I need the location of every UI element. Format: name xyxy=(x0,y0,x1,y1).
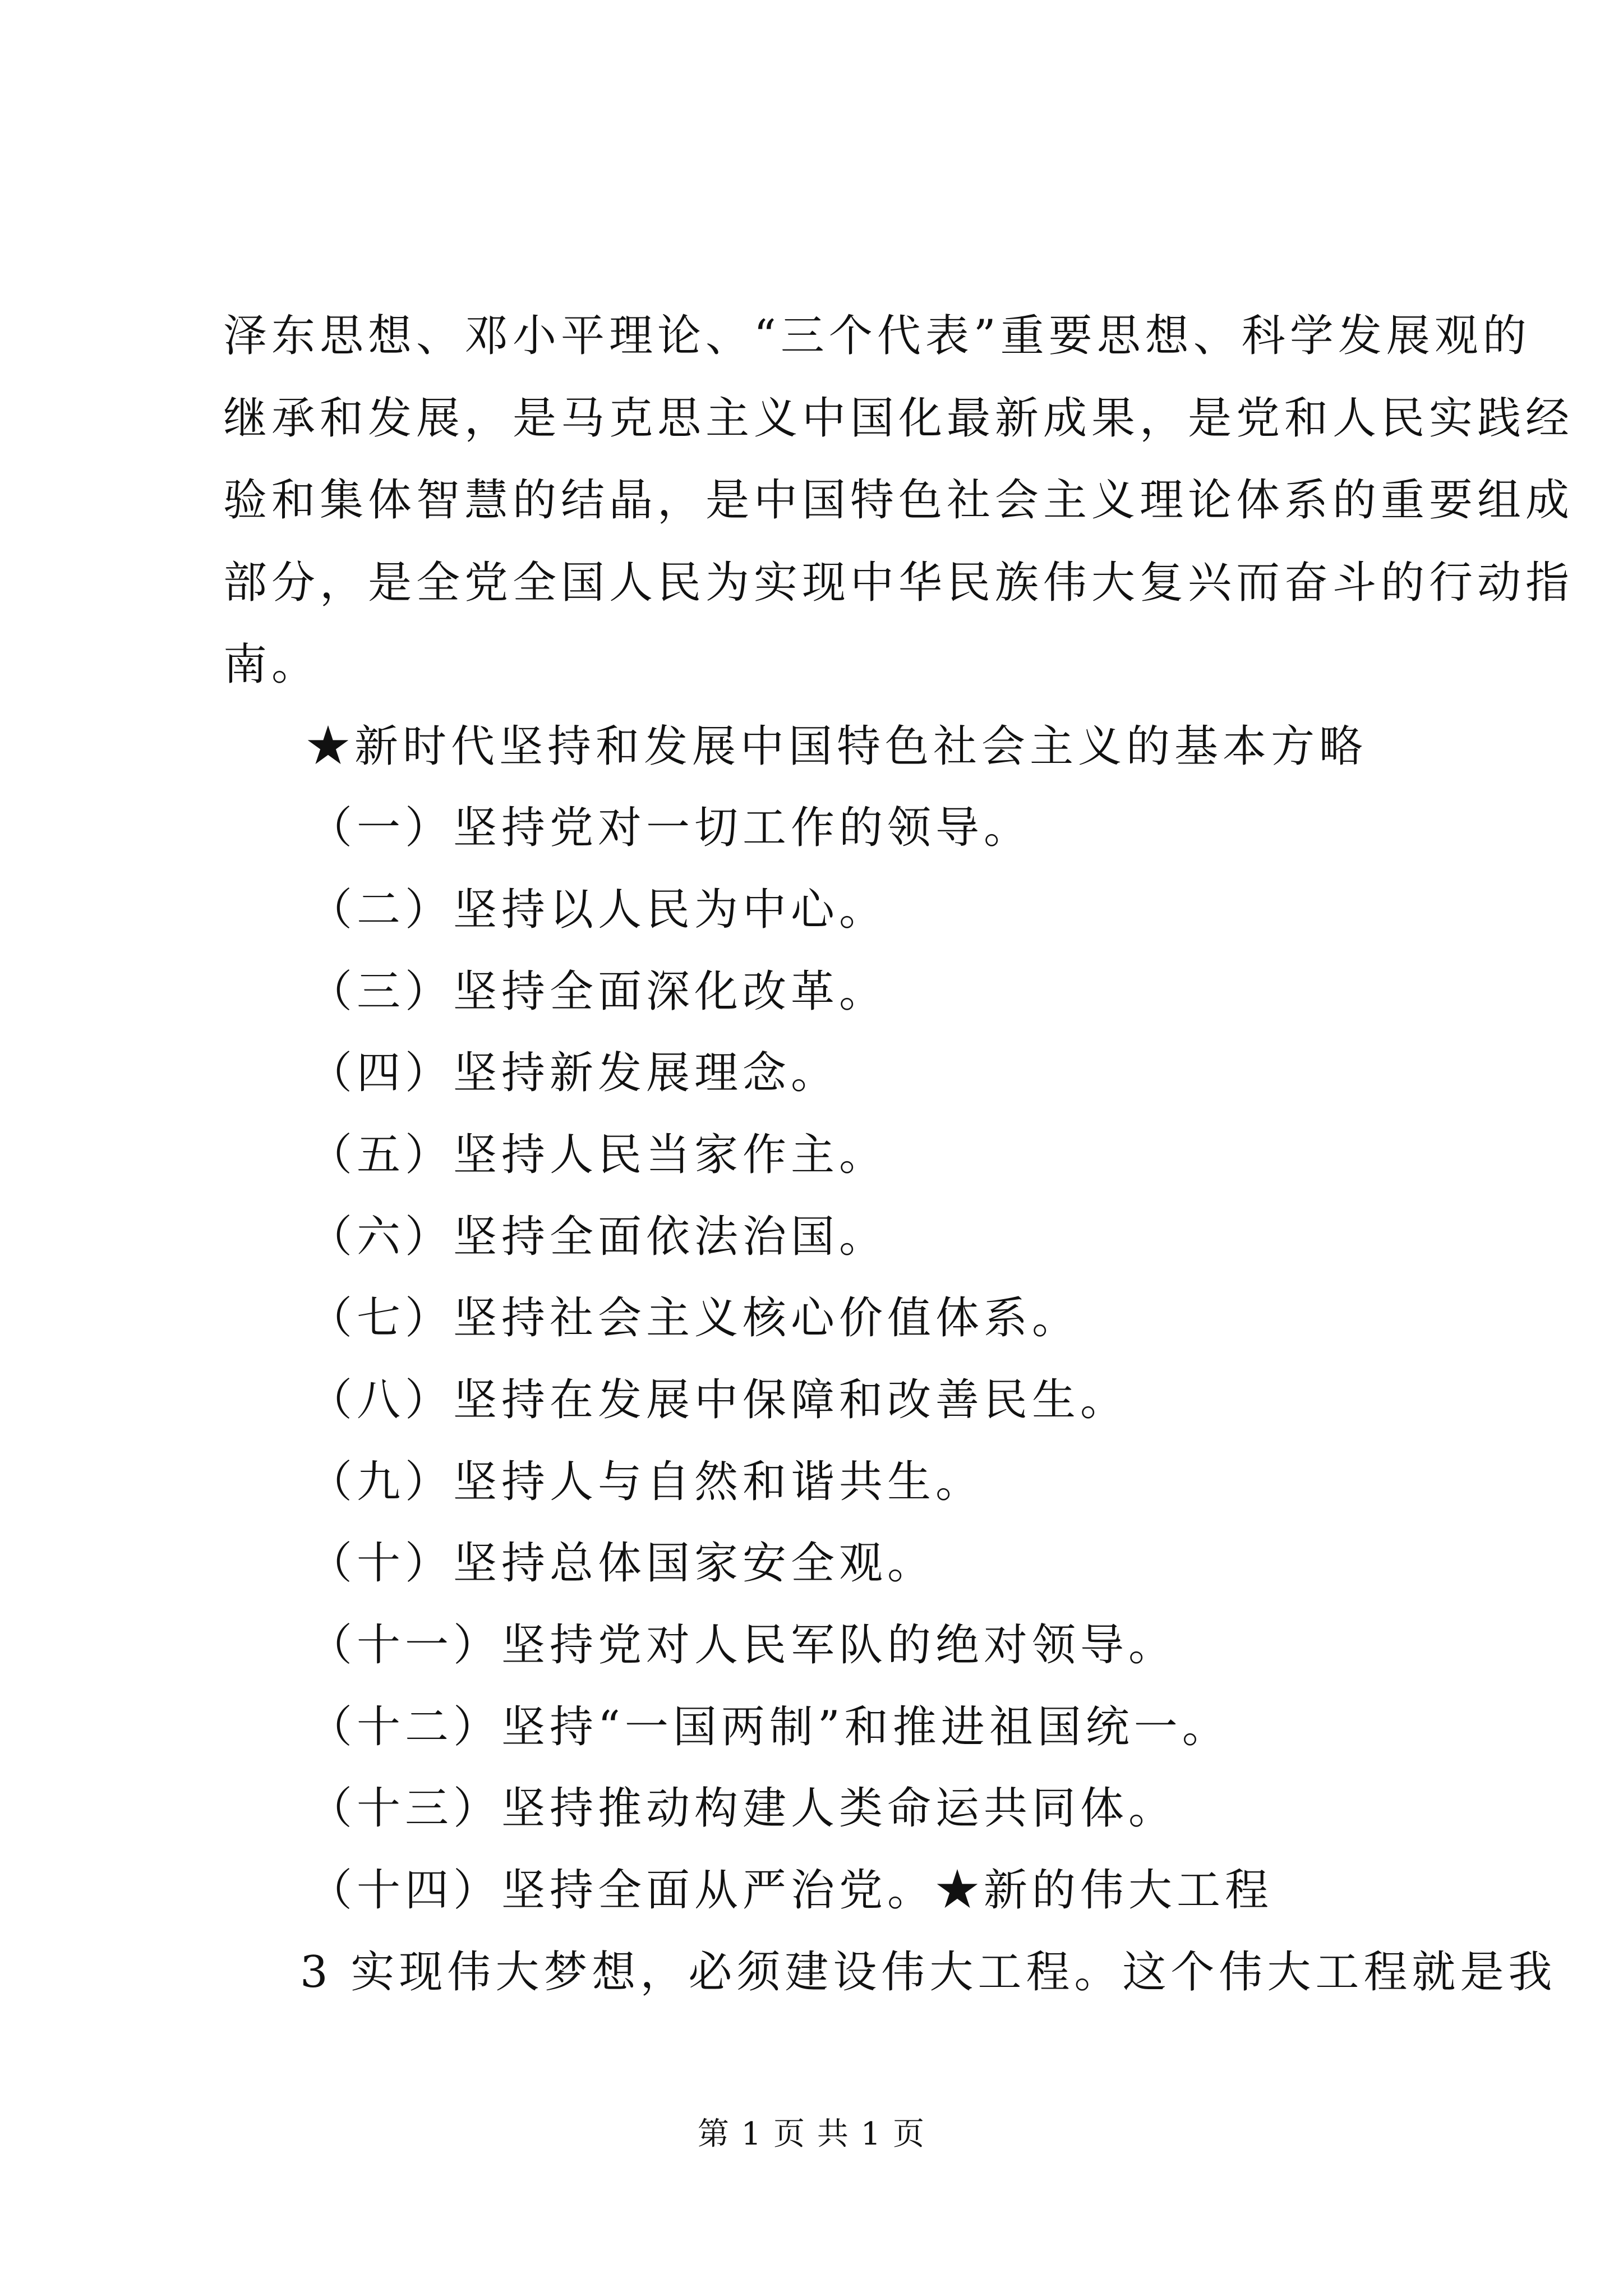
list-item: （一）坚持党对一切工作的领导。 xyxy=(308,803,1032,853)
list-item: （三）坚持全面深化改革。 xyxy=(308,967,888,1017)
list-item: （十一）坚持党对人民军队的绝对领导。 xyxy=(308,1620,1177,1671)
section-heading: ★新时代坚持和发展中国特色社会主义的基本方略 xyxy=(306,721,1368,772)
list-item: （八）坚持在发展中保障和改善民生。 xyxy=(308,1375,1129,1425)
page-number-footer: 第 1 页 共 1 页 xyxy=(697,2116,926,2152)
list-item: （七）坚持社会主义核心价值体系。 xyxy=(308,1293,1081,1343)
list-item: （六）坚持全面依法治国。 xyxy=(308,1212,888,1262)
list-item: （十二）坚持“一国两制”和推进祖国统一。 xyxy=(308,1702,1230,1752)
closing-line: 3 实现伟大梦想，必须建设伟大工程。这个伟大工程就是我 xyxy=(300,1947,1557,1998)
list-item: （五）坚持人民当家作主。 xyxy=(308,1130,888,1180)
paragraph-line-1: 泽东思想、邓小平理论、“三个代表”重要思想、科学发展观的 xyxy=(223,311,1531,361)
list-item: （十三）坚持推动构建人类命运共同体。 xyxy=(308,1783,1177,1834)
list-item: （十）坚持总体国家安全观。 xyxy=(308,1538,936,1589)
paragraph-line-5: 南。 xyxy=(223,639,320,690)
list-item: （九）坚持人与自然和谐共生。 xyxy=(308,1457,984,1507)
paragraph-line-2: 继承和发展，是马克思主义中国化最新成果，是党和人民实践经 xyxy=(223,393,1574,444)
paragraph-line-4: 部分，是全党全国人民为实现中华民族伟大复兴而奋斗的行动指 xyxy=(223,558,1574,608)
list-item: （十四）坚持全面从严治党。★新的伟大工程 xyxy=(308,1865,1274,1916)
list-item: （二）坚持以人民为中心。 xyxy=(308,885,888,935)
paragraph-line-3: 验和集体智慧的结晶，是中国特色社会主义理论体系的重要组成 xyxy=(223,475,1574,526)
list-item: （四）坚持新发展理念。 xyxy=(308,1048,840,1098)
